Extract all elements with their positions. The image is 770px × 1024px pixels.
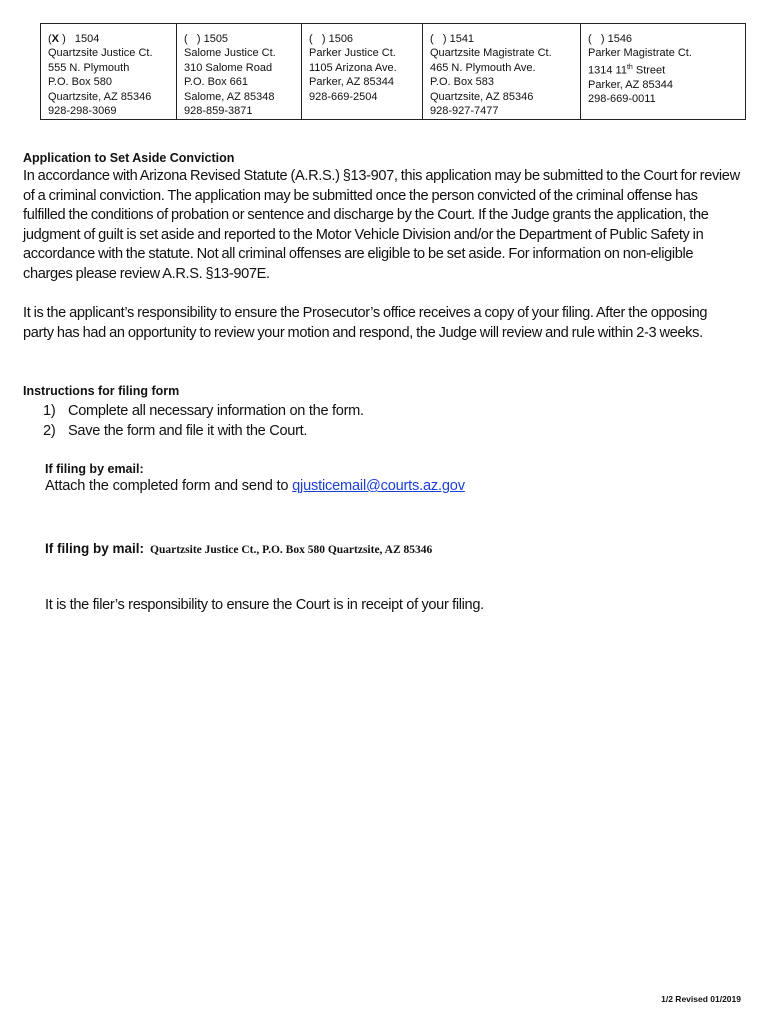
step-text: Complete all necessary information on the form.	[68, 403, 364, 419]
court-code: 1546	[607, 33, 633, 45]
court-street: 1105 Arizona Ave.	[309, 61, 397, 74]
court-name: Quartzsite Magistrate Ct.	[430, 47, 552, 60]
step-text: Save the form and file it with the Court.	[68, 423, 308, 439]
court-checkbox-row[interactable]: ( ) 1541	[430, 33, 475, 45]
court-code: 1541	[449, 33, 475, 45]
court-phone: 928-298-3069	[48, 105, 117, 118]
court-phone: 928-669-2504	[309, 90, 378, 103]
step-number: 2)	[43, 423, 56, 439]
court-street: 555 N. Plymouth	[48, 61, 130, 74]
court-code: 1505	[203, 33, 229, 45]
page-footer: 1/2 Revised 01/2019	[661, 994, 741, 1004]
court-checkbox-mark[interactable]	[313, 33, 316, 45]
court-option-1541[interactable]	[423, 24, 581, 119]
email-instruction	[45, 478, 465, 494]
court-name: Parker Justice Ct.	[309, 47, 396, 60]
court-street	[588, 61, 745, 78]
court-name: Quartzsite Justice Ct.	[48, 47, 153, 60]
court-po-box: P.O. Box 661	[184, 76, 249, 89]
mail-address: Quartzsite Justice Ct., P.O. Box 580 Quartzsite, AZ 85346	[150, 544, 433, 556]
instructions-list	[43, 401, 364, 441]
court-checkbox-mark[interactable]	[434, 33, 437, 45]
court-checkbox-mark[interactable]: X	[51, 33, 60, 45]
list-item	[43, 421, 364, 441]
court-option-1506[interactable]	[302, 24, 423, 119]
court-phone: 928-927-7477	[430, 105, 499, 118]
court-po-box: P.O. Box 580	[48, 76, 113, 89]
court-street-superscript: th	[626, 63, 633, 71]
court-street: 465 N. Plymouth Ave.	[430, 61, 536, 74]
step-number: 1)	[43, 403, 56, 419]
mail-title: If filing by mail:	[45, 541, 145, 556]
court-phone: 928-859-3871	[184, 105, 253, 118]
court-checkbox-mark[interactable]	[592, 33, 595, 45]
mail-instruction	[45, 540, 432, 558]
email-link[interactable]: qjusticemail@courts.az.gov	[292, 478, 465, 494]
court-checkbox-row[interactable]: ( ) 1506	[309, 33, 354, 45]
court-checkbox-mark[interactable]	[188, 33, 191, 45]
court-city: Parker, AZ 85344	[588, 78, 673, 91]
court-code: 1504	[74, 33, 100, 45]
court-city: Parker, AZ 85344	[309, 76, 394, 89]
court-po-box: P.O. Box 583	[430, 76, 495, 89]
court-option-1546[interactable]	[581, 24, 745, 119]
receipt-note: It is the filer’s responsibility to ensure the Court is in receipt of your filing.	[45, 597, 484, 613]
court-street: 310 Salome Road	[184, 61, 273, 74]
email-title: If filing by email:	[45, 462, 144, 476]
court-selection-table	[40, 23, 746, 120]
court-street-suffix: Street	[632, 64, 666, 77]
court-name: Parker Magistrate Ct.	[588, 47, 692, 60]
instructions-title: Instructions for filing form	[23, 384, 180, 398]
court-street-number: 1314 11	[588, 64, 627, 77]
list-item	[43, 401, 364, 421]
court-city: Quartzsite, AZ 85346	[48, 90, 152, 103]
court-city: Quartzsite, AZ 85346	[430, 90, 534, 103]
court-phone: 298-669-0011	[588, 93, 656, 106]
court-code: 1506	[328, 33, 354, 45]
intro-paragraph: In accordance with Arizona Revised Statute (A.R.S.) §13-907, this application may be submitted to the Court for review of a criminal conviction. The application may be submitted once the person convicted of the criminal offense has fulfilled the conditions of probation or sentence and discharge by the Court. If the Judge grants the application, the judgment of guilt is set aside and reported to the Motor Vehicle Division and/or the Department of Public Safety in accordance with the statute. Not all criminal offenses are eligible to be set aside. For information on non-eligible charges please review A.R.S. §13-907E.	[23, 168, 740, 282]
email-text: Attach the completed form and send to	[45, 478, 293, 494]
court-checkbox-row[interactable]: ( ) 1505	[184, 33, 229, 45]
court-option-1505[interactable]	[177, 24, 302, 119]
responsibility-paragraph: It is the applicant’s responsibility to ensure the Prosecutor’s office receives a copy of your filing. After the opposing party has had an opportunity to review your motion and respond, the Judge will review and rule within 2-3 weeks.	[23, 305, 708, 341]
section-title: Application to Set Aside Conviction	[23, 151, 235, 165]
court-checkbox-row[interactable]: (X ) 1504	[48, 33, 100, 45]
court-option-1504[interactable]	[41, 24, 177, 119]
court-city: Salome, AZ 85348	[184, 90, 275, 103]
court-name: Salome Justice Ct.	[184, 47, 276, 60]
court-checkbox-row[interactable]: ( ) 1546	[588, 33, 633, 45]
